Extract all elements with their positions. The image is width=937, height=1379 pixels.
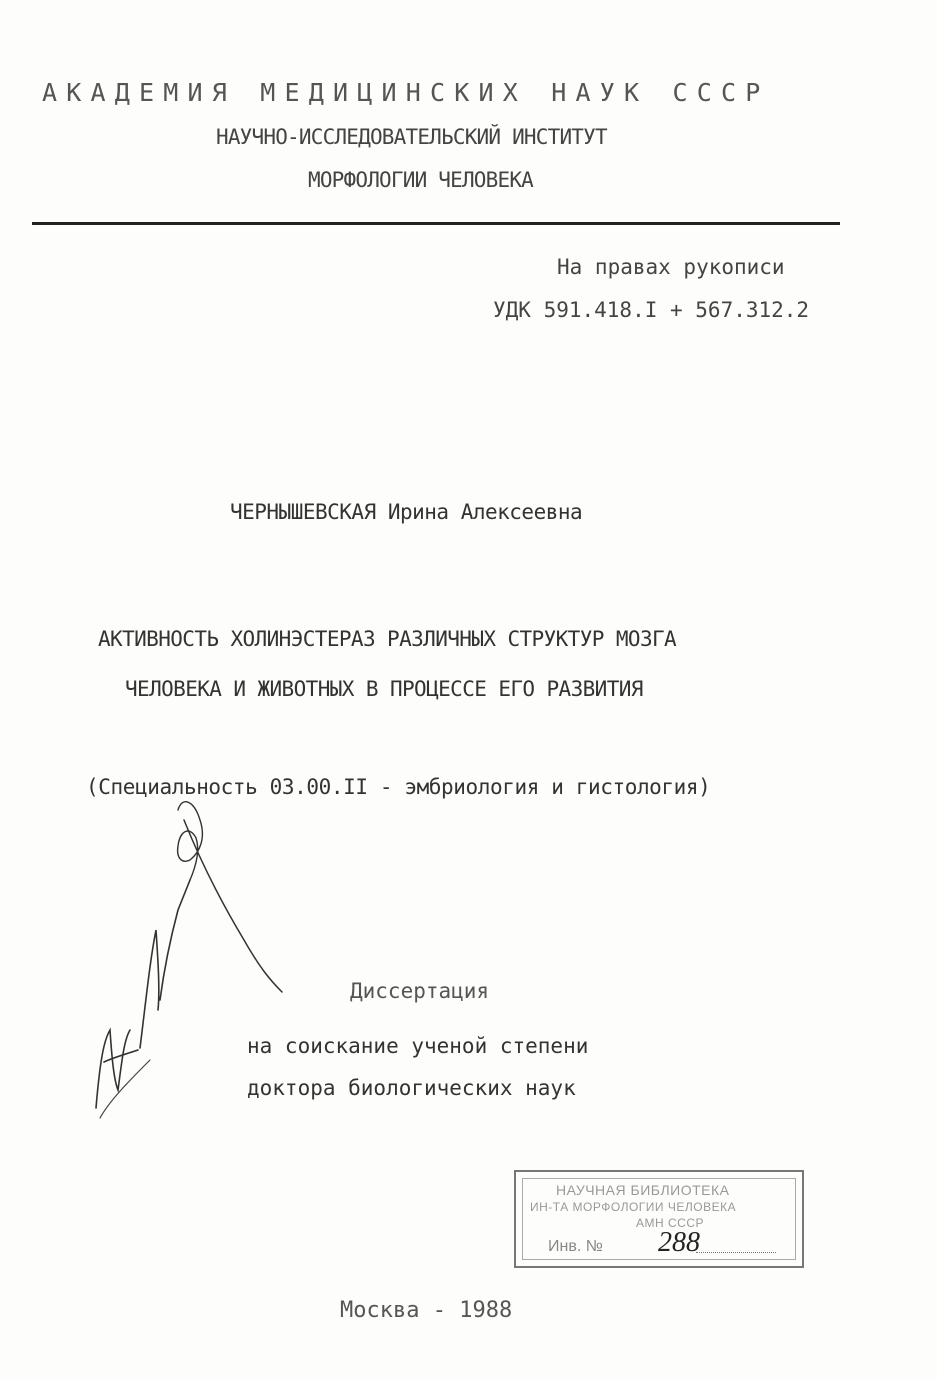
- institute-heading: НАУЧНО-ИССЛЕДОВАТЕЛЬСКИЙ ИНСТИТУТ: [216, 125, 607, 149]
- stamp-library-name: НАУЧНАЯ БИБЛИОТЕКА: [556, 1182, 730, 1198]
- stamp-institute-name: ИН-ТА МОРФОЛОГИИ ЧЕЛОВЕКА: [530, 1200, 737, 1214]
- dissertation-title-line-2: ЧЕЛОВЕКА И ЖИВОТНЫХ В ПРОЦЕССЕ ЕГО РАЗВИТИЯ: [125, 677, 643, 701]
- degree-line-1: на соискание ученой степени: [247, 1034, 589, 1058]
- udk-code: УДК 591.418.I + 567.312.2: [493, 298, 810, 322]
- academy-heading: АКАДЕМИЯ МЕДИЦИНСКИХ НАУК СССР: [42, 78, 770, 107]
- signature-stroke-main: [96, 880, 190, 1108]
- stamp-inventory-label: Инв. №: [548, 1238, 603, 1255]
- signature-stroke-loop: [178, 802, 203, 880]
- stamp-academy-name: АМН СССР: [636, 1216, 705, 1230]
- dissertation-title-line-1: АКТИВНОСТЬ ХОЛИНЭСТЕРАЗ РАЗЛИЧНЫХ СТРУКТУР МОЗГА: [98, 627, 677, 651]
- stamp-inventory-number: 288: [658, 1227, 700, 1258]
- stamp-dotted-line: [696, 1252, 776, 1253]
- department-heading: МОРФОЛОГИИ ЧЕЛОВЕКА: [308, 168, 534, 192]
- signature-flourish: [184, 820, 282, 992]
- dissertation-label: Диссертация: [350, 979, 490, 1003]
- place-and-year: Москва - 1988: [340, 1298, 513, 1323]
- header-divider: [32, 222, 840, 225]
- degree-line-2: доктора биологических наук: [247, 1076, 576, 1100]
- author-name: ЧЕРНЫШЕВСКАЯ Ирина Алексеевна: [230, 500, 583, 524]
- manuscript-rights-note: На правах рукописи: [557, 255, 785, 279]
- specialty-line: (Специальность 03.00.II - эмбриология и гистология): [86, 775, 711, 799]
- signature-underline: [100, 1060, 150, 1118]
- library-stamp: [514, 1170, 804, 1268]
